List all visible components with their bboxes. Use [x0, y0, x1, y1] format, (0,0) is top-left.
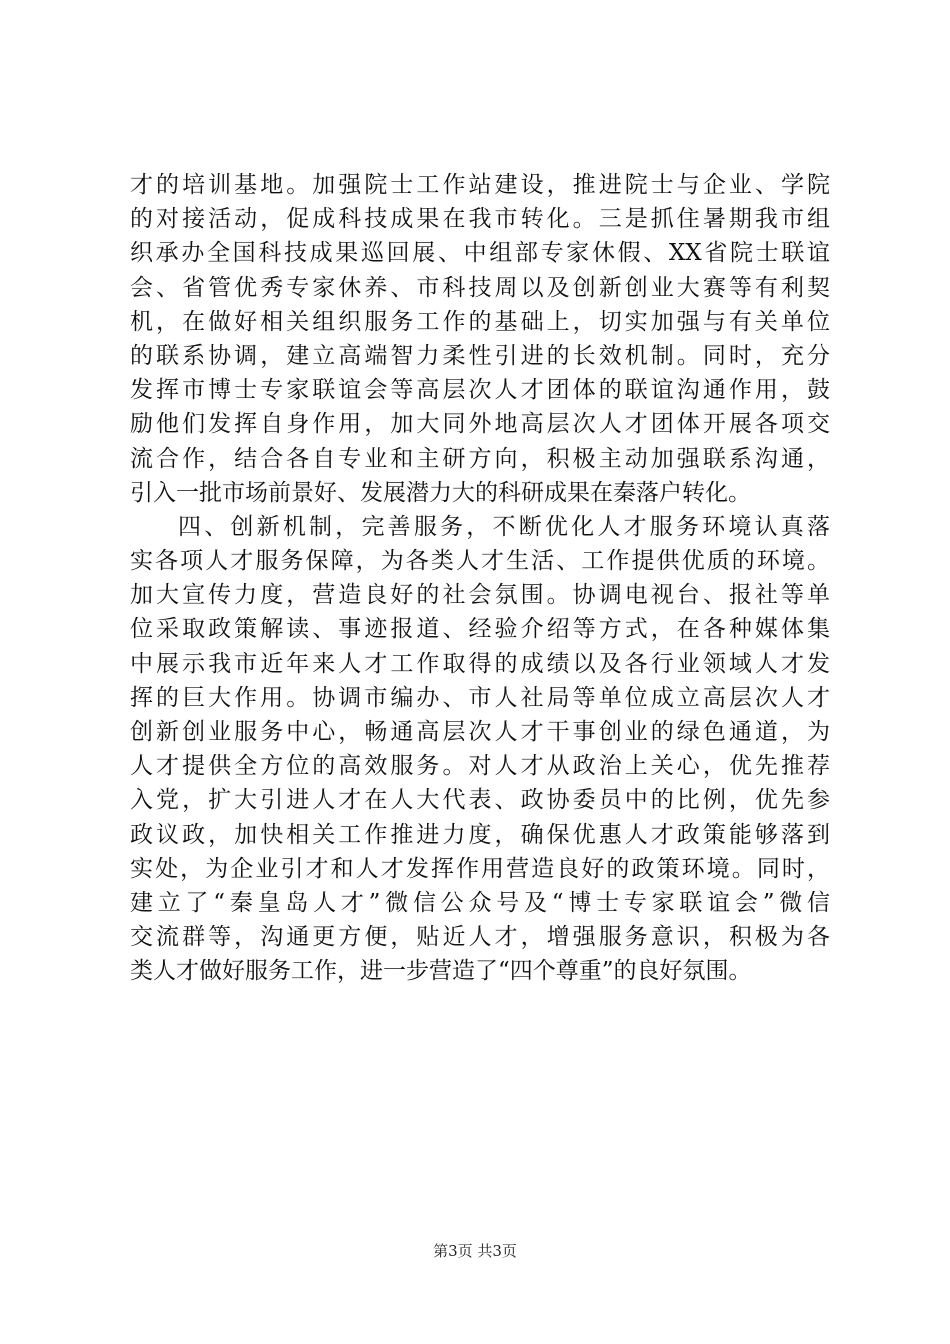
text-line: 才的培训基地。加强院士工作站建设，推进院士与企业、学院 [130, 172, 830, 198]
text-line: 创新创业服务中心，畅通高层次人才干事创业的绿色通道，为 [130, 719, 830, 745]
text-line: 位采取政策解读、事迹报道、经验介绍等方式，在各种媒体集 [130, 616, 830, 643]
text-line: 实各项人才服务保障，为各类人才生活、工作提供优质的环境。 [130, 548, 830, 575]
text-line: 交流群等，沟通更方便，贴近人才，增强服务意识，积极为各 [130, 924, 830, 951]
text-line: 挥的巨大作用。协调市编办、市人社局等单位成立高层次人才 [130, 684, 830, 711]
text-line: 的对接活动，促成科技成果在我市转化。三是抓住暑期我市组 [130, 206, 830, 233]
text-line: 励他们发挥自身作用，加大同外地高层次人才团体开展各项交 [130, 411, 830, 438]
text-line: 四、创新机制，完善服务，不断优化人才服务环境认真落 [178, 513, 830, 540]
text-line: 会、省管优秀专家休养、市科技周以及创新创业大赛等有利契 [130, 274, 830, 301]
text-line: 发挥市博士专家联谊会等高层次人才团体的联谊沟通作用，鼓 [130, 377, 830, 404]
body-text [130, 168, 830, 989]
text-line: 加大宣传力度，营造良好的社会氛围。协调电视台、报社等单 [130, 582, 830, 609]
text-line: 机，在做好相关组织服务工作的基础上，切实加强与有关单位 [130, 308, 830, 335]
text-line: 入党，扩大引进人才在人大代表、政协委员中的比例，优先参 [130, 787, 830, 814]
text-line: 的联系协调，建立高端智力柔性引进的长效机制。同时，充分 [130, 342, 830, 369]
text-line: 引入一批市场前景好、发展潜力大的科研成果在秦落户转化。 [130, 479, 751, 506]
text-line: 人才提供全方位的高效服务。对人才从政治上关心，优先推荐 [130, 753, 830, 780]
text-line: 类人才做好服务工作，进一步营造了“四个尊重”的良好氛围。 [130, 958, 752, 985]
text-line: 流合作，结合各自专业和主研方向，积极主动加强联系沟通， [130, 445, 830, 472]
text-line: 实处，为企业引才和人才发挥作用营造良好的政策环境。同时， [130, 855, 830, 882]
text-line: 中展示我市近年来人才工作取得的成绩以及各行业领域人才发 [130, 650, 830, 677]
text-line: 建立了“秦皇岛人才”微信公众号及“博士专家联谊会”微信 [130, 889, 830, 916]
page-footer: 第3页 共3页 [433, 1242, 517, 1260]
text-line: 政议政，加快相关工作推进力度，确保优惠人才政策能够落到 [130, 821, 830, 848]
text-line: 织承办全国科技成果巡回展、中组部专家休假、XX省院士联谊 [130, 240, 830, 267]
